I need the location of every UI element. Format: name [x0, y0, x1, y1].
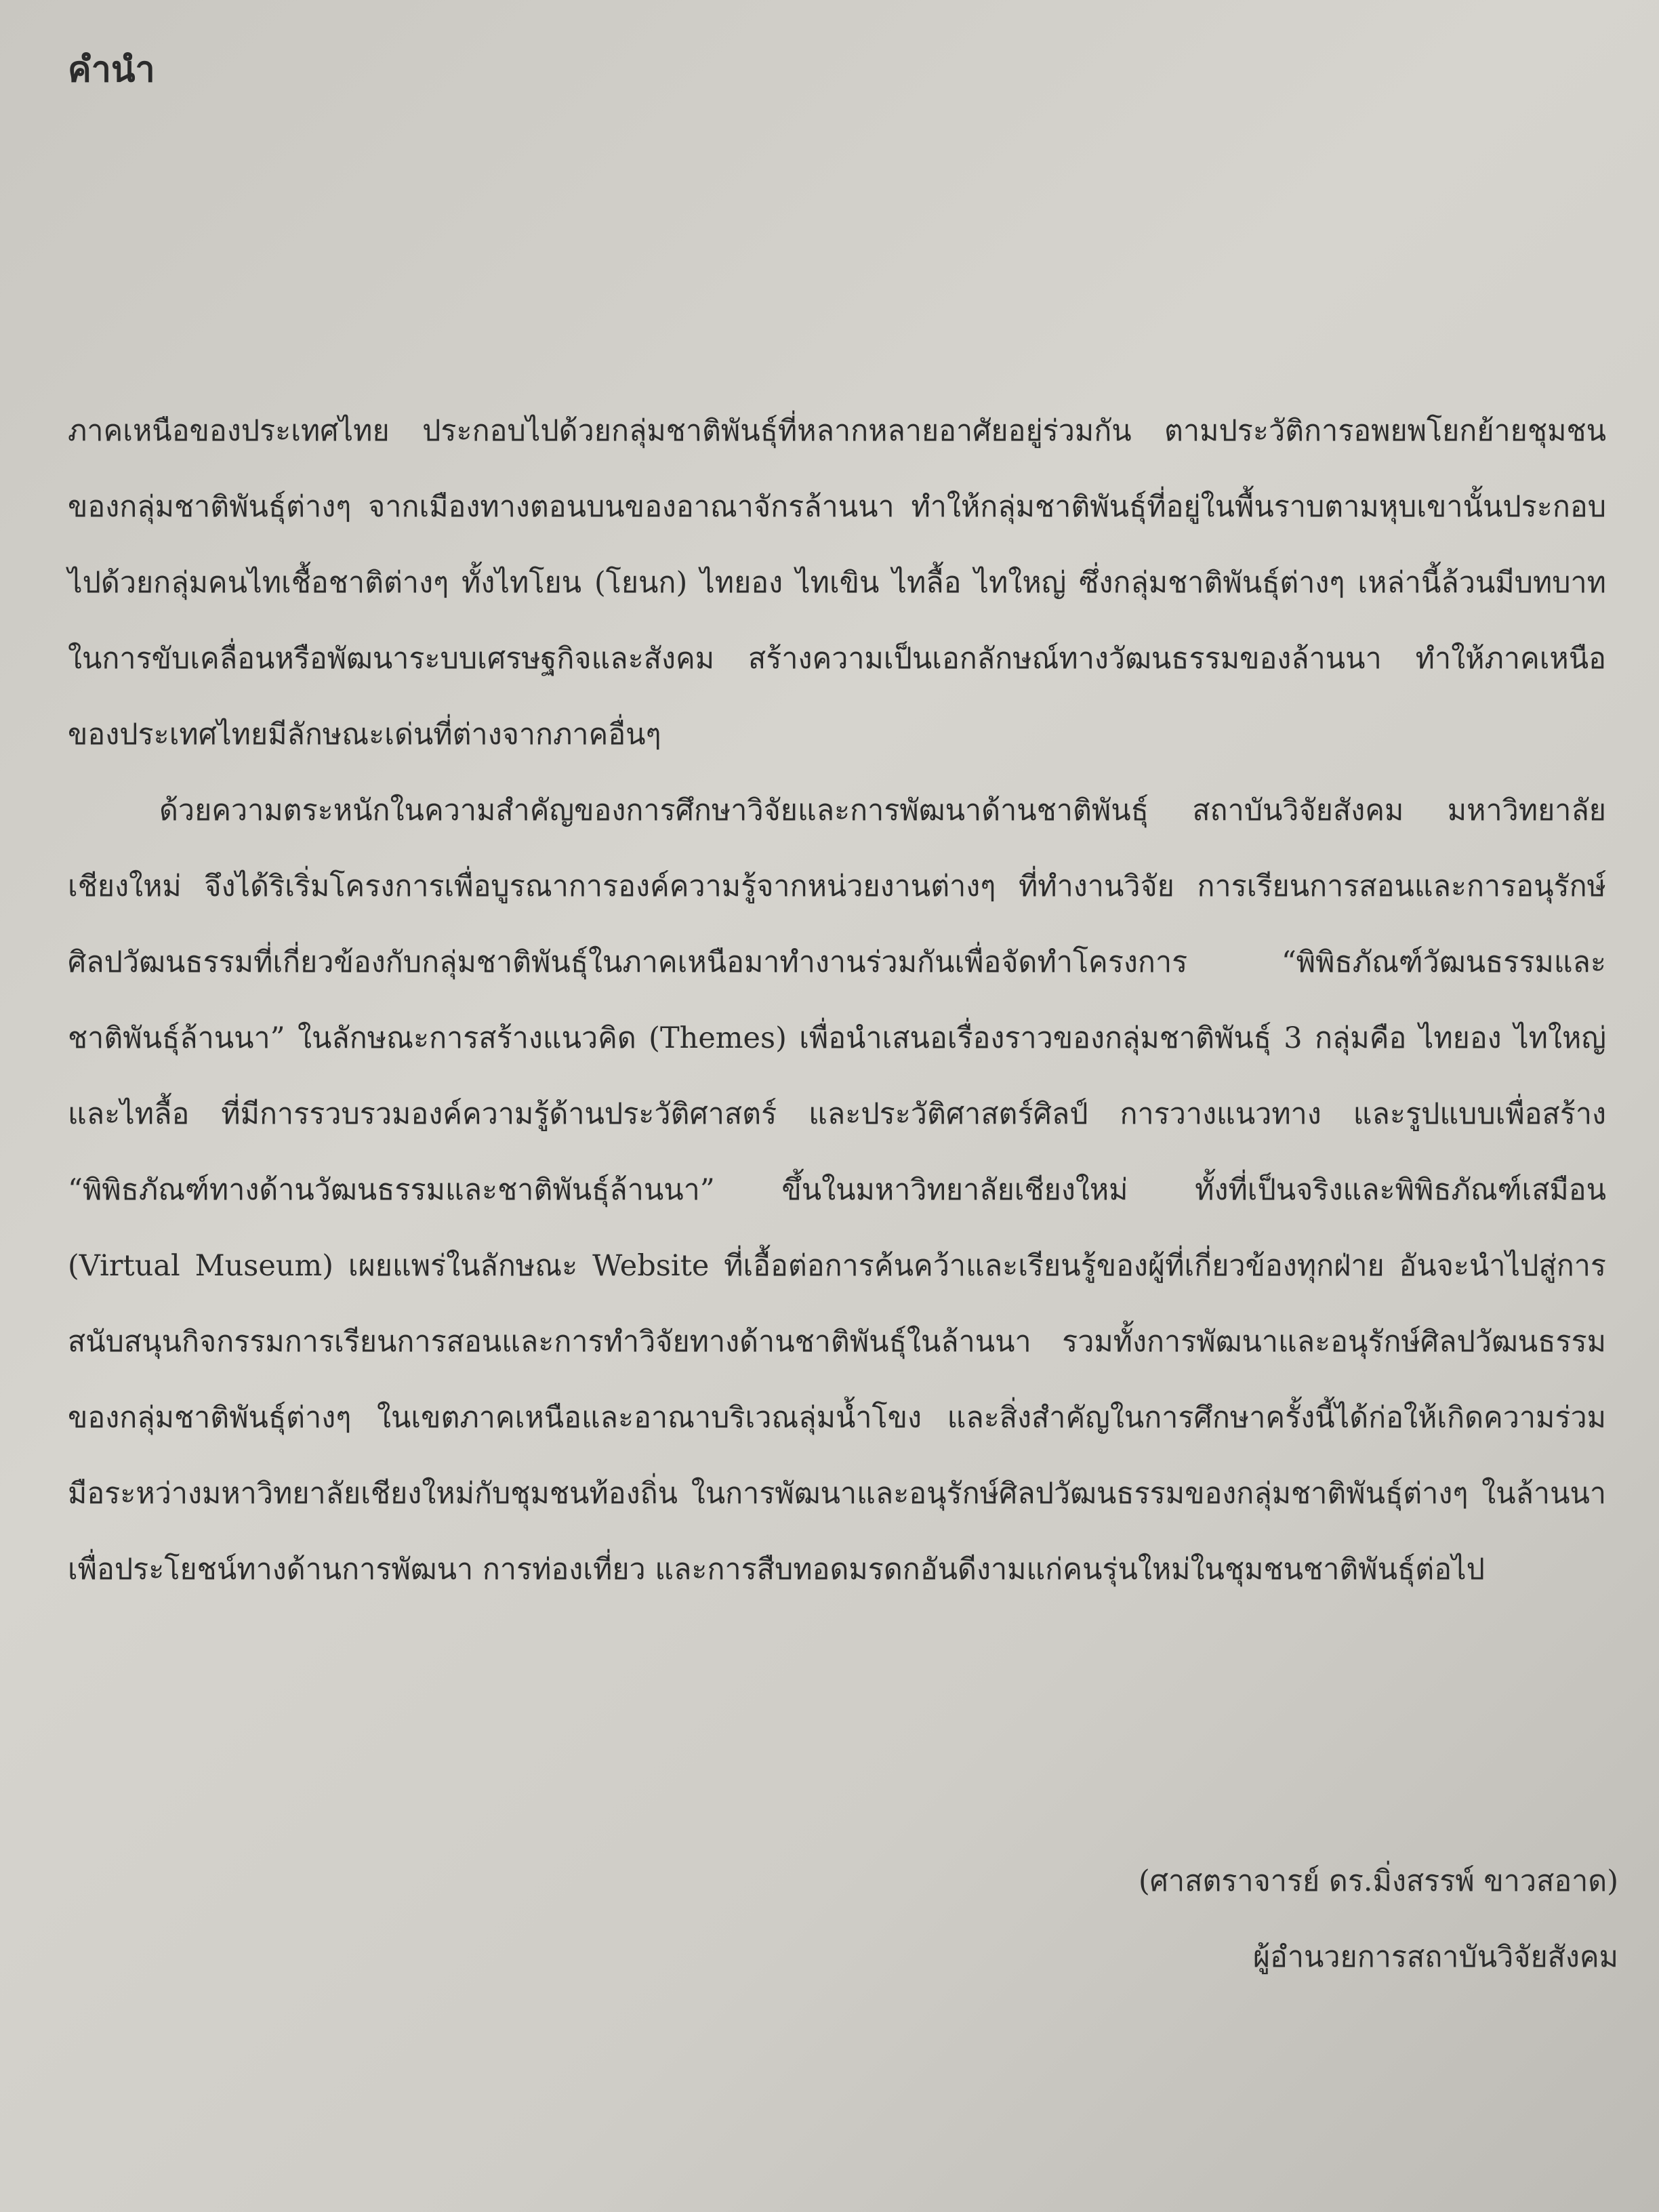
signature-name: (ศาสตราจารย์ ดร.มิ่งสรรพ์ ขาวสอาด): [1138, 1864, 1618, 1898]
signature-block: [1139, 1843, 1618, 1995]
paragraph-1: ภาคเหนือของประเทศไทย ประกอบไปด้วยกลุ่มชาติพันธุ์ที่หลากหลายอาศัยอยู่ร่วมกัน ตามประวัติการอพยพโยกย้ายชุมชนของกลุ่มชาติพันธุ์ต่างๆ จากเมืองทางตอนบนของอาณาจักรล้านนา ทำให้กลุ่มชาติพันธุ์ที่อยู่ในพื้นราบตามหุบเขานั้นประกอบไปด้วยกลุ่มคนไทเชื้อชาติต่างๆ ทั้งไทโยน (โยนก) ไทยอง ไทเขิน ไทลื้อ ไทใหญ่ ซึ่งกลุ่มชาติพันธุ์ต่างๆ เหล่านี้ล้วนมีบทบาทในการขับเคลื่อนหรือพัฒนาระบบเศรษฐกิจและสังคม สร้างความเป็นเอกลักษณ์ทางวัฒนธรรมของล้านนา ทำให้ภาคเหนือของประเทศไทยมีลักษณะเด่นที่ต่างจากภาคอื่นๆ: [68, 414, 1606, 752]
body-text: [68, 393, 1606, 1607]
paragraph-2: ด้วยความตระหนักในความสำคัญของการศึกษาวิจัยและการพัฒนาด้านชาติพันธุ์ สถาบันวิจัยสังคม มหาวิทยาลัยเชียงใหม่ จึงได้ริเริ่มโครงการเพื่อบูรณาการองค์ความรู้จากหน่วยงานต่างๆ ที่ทำงานวิจัย การเรียนการสอนและการอนุรักษ์ศิลปวัฒนธรรมที่เกี่ยวข้องกับกลุ่มชาติพันธุ์ในภาคเหนือมาทำงานร่วมกันเพื่อจัดทำโครงการ “พิพิธภัณฑ์วัฒนธรรมและชาติพันธุ์ล้านนา” ในลักษณะการสร้างแนวคิด (Themes) เพื่อนำเสนอเรื่องราวของกลุ่มชาติพันธุ์ 3 กลุ่มคือ ไทยอง ไทใหญ่ และไทลื้อ ที่มีการรวบรวมองค์ความรู้ด้านประวัติศาสตร์ และประวัติศาสตร์ศิลป์ การวางแนวทาง และรูปแบบเพื่อสร้าง “พิพิธภัณฑ์ทางด้านวัฒนธรรมและชาติพันธุ์ล้านนา” ขึ้นในมหาวิทยาลัยเชียงใหม่ ทั้งที่เป็นจริงและพิพิธภัณฑ์เสมือน (Virtual Museum) เผยแพร่ในลักษณะ Website ที่เอื้อต่อการค้นคว้าและเรียนรู้ของผู้ที่เกี่ยวข้องทุกฝ่าย อันจะนำไปสู่การสนับสนุนกิจกรรมการเรียนการสอนและการทำวิจัยทางด้านชาติพันธุ์ในล้านนา รวมทั้งการพัฒนาและอนุรักษ์ศิลปวัฒนธรรมของกลุ่มชาติพันธุ์ต่างๆ ในเขตภาคเหนือและอาณาบริเวณลุ่มน้ำโขง และสิ่งสำคัญในการศึกษาครั้งนี้ได้ก่อให้เกิดความร่วมมือระหว่างมหาวิทยาลัยเชียงใหม่กับชุมชนท้องถิ่น ในการพัฒนาและอนุรักษ์ศิลปวัฒนธรรมของกลุ่มชาติพันธุ์ต่างๆ ในล้านนา เพื่อประโยชน์ทางด้านการพัฒนา การท่องเที่ยว และการสืบทอดมรดกอันดีงามแก่คนรุ่นใหม่ในชุมชนชาติพันธุ์ต่อไป: [68, 794, 1606, 1586]
signature-position: ผู้อำนวยการสถาบันวิจัยสังคม: [1252, 1940, 1618, 1974]
page-title: คำนำ: [68, 49, 155, 90]
